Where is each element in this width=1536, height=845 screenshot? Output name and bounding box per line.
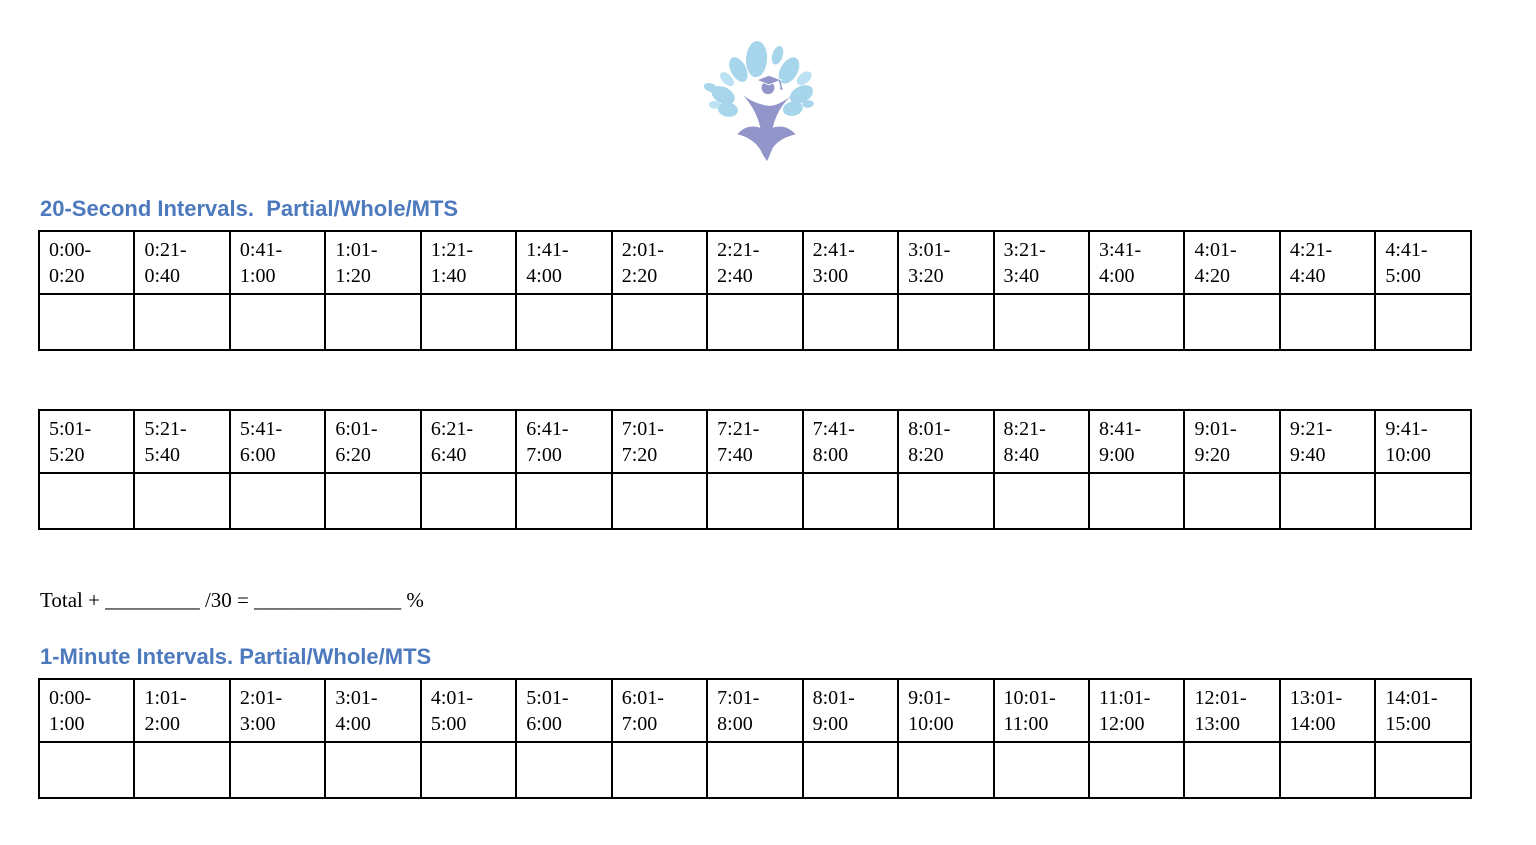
interval-header-cell: 7:01- 7:20	[612, 410, 707, 473]
interval-entry-cell[interactable]	[1089, 742, 1184, 798]
logo-container	[0, 0, 1536, 164]
interval-header-cell: 8:41- 9:00	[1089, 410, 1184, 473]
interval-entry-cell[interactable]	[1280, 294, 1375, 350]
interval-header-cell: 0:41- 1:00	[230, 231, 325, 294]
interval-header-cell: 14:01- 15:00	[1375, 679, 1471, 742]
interval-entry-cell[interactable]	[421, 742, 516, 798]
interval-entry-cell[interactable]	[39, 473, 134, 529]
one-minute-intervals-table	[38, 678, 1472, 799]
interval-entry-cell[interactable]	[612, 473, 707, 529]
interval-entry-cell[interactable]	[1375, 473, 1471, 529]
interval-entry-cell[interactable]	[612, 742, 707, 798]
interval-header-cell: 1:21- 1:40	[421, 231, 516, 294]
interval-header-cell: 9:41- 10:00	[1375, 410, 1471, 473]
interval-entry-cell[interactable]	[1375, 742, 1471, 798]
interval-entry-cell[interactable]	[803, 742, 898, 798]
interval-entry-cell[interactable]	[134, 742, 229, 798]
tree-apple-logo-icon	[693, 40, 843, 164]
interval-header-cell: 0:00- 0:20	[39, 231, 134, 294]
interval-entry-cell[interactable]	[1089, 473, 1184, 529]
interval-entry-cell[interactable]	[230, 742, 325, 798]
interval-entry-cell[interactable]	[1280, 473, 1375, 529]
interval-header-cell: 1:01- 1:20	[325, 231, 420, 294]
interval-header-cell: 9:01- 10:00	[898, 679, 993, 742]
interval-header-cell: 8:21- 8:40	[994, 410, 1089, 473]
interval-entry-cell[interactable]	[39, 742, 134, 798]
interval-header-row	[39, 231, 1471, 294]
interval-entry-cell[interactable]	[898, 294, 993, 350]
interval-header-cell: 0:21- 0:40	[134, 231, 229, 294]
interval-header-cell: 3:01- 3:20	[898, 231, 993, 294]
interval-header-cell: 12:01- 13:00	[1184, 679, 1279, 742]
interval-header-cell: 13:01- 14:00	[1280, 679, 1375, 742]
interval-header-cell: 5:41- 6:00	[230, 410, 325, 473]
interval-entry-row	[39, 742, 1471, 798]
interval-entry-cell[interactable]	[516, 742, 611, 798]
interval-entry-cell[interactable]	[39, 294, 134, 350]
interval-header-row	[39, 410, 1471, 473]
interval-header-cell: 2:41- 3:00	[803, 231, 898, 294]
spacer	[0, 351, 1536, 409]
section-title-20-second-intervals: 20-Second Intervals. Partial/Whole/MTS	[40, 196, 459, 221]
interval-header-cell: 2:01- 2:20	[612, 231, 707, 294]
interval-header-cell: 4:41- 5:00	[1375, 231, 1471, 294]
interval-header-cell: 0:00- 1:00	[39, 679, 134, 742]
section-title-1-minute-intervals: 1-Minute Intervals. Partial/Whole/MTS	[40, 644, 432, 669]
interval-entry-cell[interactable]	[134, 294, 229, 350]
interval-header-cell: 7:21- 7:40	[707, 410, 802, 473]
interval-header-cell: 3:01- 4:00	[325, 679, 420, 742]
interval-header-cell: 1:41- 4:00	[516, 231, 611, 294]
interval-header-cell: 2:21- 2:40	[707, 231, 802, 294]
interval-header-cell: 4:01- 5:00	[421, 679, 516, 742]
interval-header-cell: 5:21- 5:40	[134, 410, 229, 473]
interval-header-cell: 9:21- 9:40	[1280, 410, 1375, 473]
interval-header-cell: 6:01- 6:20	[325, 410, 420, 473]
interval-entry-cell[interactable]	[230, 473, 325, 529]
interval-entry-cell[interactable]	[1184, 742, 1279, 798]
interval-entry-cell[interactable]	[230, 294, 325, 350]
total-formula-line: Total + _________ /30 = ______________ %	[40, 588, 424, 612]
interval-header-cell: 3:41- 4:00	[1089, 231, 1184, 294]
interval-entry-row	[39, 473, 1471, 529]
interval-entry-cell[interactable]	[325, 294, 420, 350]
interval-header-cell: 5:01- 6:00	[516, 679, 611, 742]
interval-entry-cell[interactable]	[994, 294, 1089, 350]
interval-entry-cell[interactable]	[994, 742, 1089, 798]
interval-entry-cell[interactable]	[516, 473, 611, 529]
interval-entry-cell[interactable]	[1184, 294, 1279, 350]
interval-entry-cell[interactable]	[1089, 294, 1184, 350]
interval-header-cell: 8:01- 8:20	[898, 410, 993, 473]
interval-entry-cell[interactable]	[898, 742, 993, 798]
interval-entry-cell[interactable]	[421, 473, 516, 529]
interval-entry-cell[interactable]	[803, 473, 898, 529]
interval-header-cell: 6:01- 7:00	[612, 679, 707, 742]
interval-header-cell: 11:01- 12:00	[1089, 679, 1184, 742]
interval-header-cell: 4:01- 4:20	[1184, 231, 1279, 294]
interval-entry-cell[interactable]	[612, 294, 707, 350]
interval-header-cell: 4:21- 4:40	[1280, 231, 1375, 294]
interval-entry-cell[interactable]	[994, 473, 1089, 529]
interval-entry-cell[interactable]	[421, 294, 516, 350]
interval-header-cell: 7:01- 8:00	[707, 679, 802, 742]
interval-entry-cell[interactable]	[1184, 473, 1279, 529]
interval-entry-cell[interactable]	[898, 473, 993, 529]
interval-header-cell: 6:41- 7:00	[516, 410, 611, 473]
interval-header-cell: 5:01- 5:20	[39, 410, 134, 473]
interval-entry-cell[interactable]	[516, 294, 611, 350]
interval-entry-cell[interactable]	[803, 294, 898, 350]
interval-header-cell: 9:01- 9:20	[1184, 410, 1279, 473]
interval-entry-cell[interactable]	[707, 742, 802, 798]
interval-header-cell: 3:21- 3:40	[994, 231, 1089, 294]
interval-header-cell: 1:01- 2:00	[134, 679, 229, 742]
interval-header-row	[39, 679, 1471, 742]
interval-entry-cell[interactable]	[1280, 742, 1375, 798]
interval-entry-cell[interactable]	[325, 473, 420, 529]
twenty-second-intervals-table-1	[38, 230, 1472, 351]
interval-entry-cell[interactable]	[707, 473, 802, 529]
interval-header-cell: 2:01- 3:00	[230, 679, 325, 742]
twenty-second-intervals-table-2	[38, 409, 1472, 530]
interval-header-cell: 6:21- 6:40	[421, 410, 516, 473]
interval-entry-cell[interactable]	[707, 294, 802, 350]
interval-entry-row	[39, 294, 1471, 350]
interval-header-cell: 8:01- 9:00	[803, 679, 898, 742]
interval-entry-cell[interactable]	[134, 473, 229, 529]
interval-entry-cell[interactable]	[1375, 294, 1471, 350]
interval-entry-cell[interactable]	[325, 742, 420, 798]
interval-header-cell: 10:01- 11:00	[994, 679, 1089, 742]
interval-header-cell: 7:41- 8:00	[803, 410, 898, 473]
